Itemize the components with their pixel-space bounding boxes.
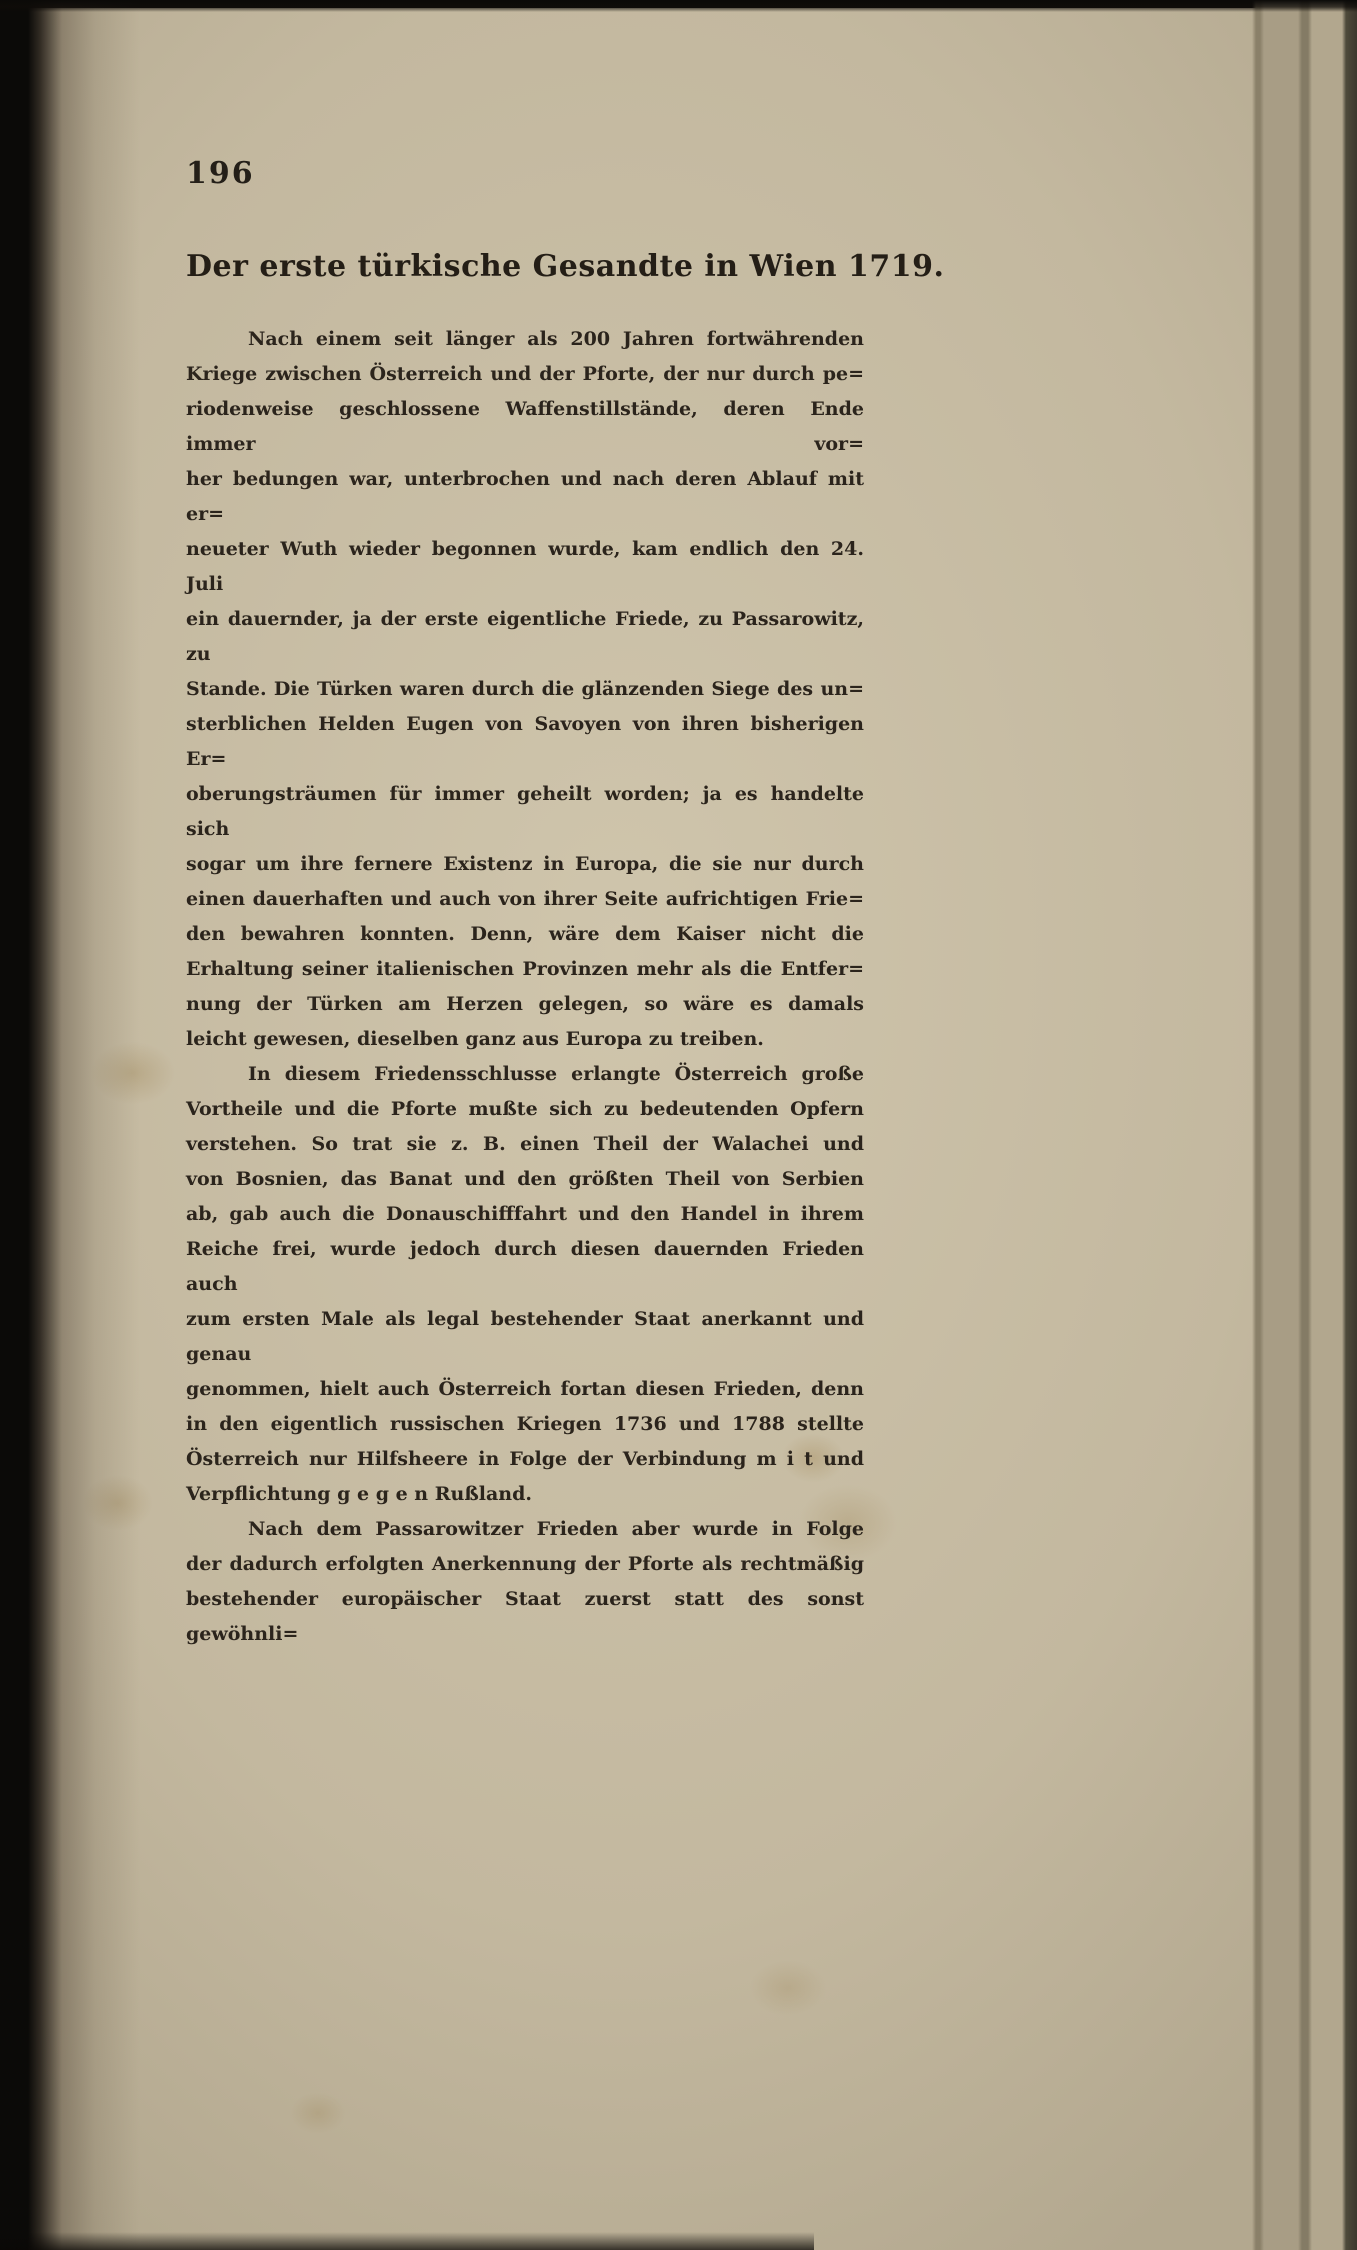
text-line: ab, gab auch die Donauschifffahrt und den Handel in ihrem xyxy=(186,1203,864,1225)
text-line: Vortheile und die Pforte mußte sich zu bedeutenden Opfern xyxy=(186,1098,864,1120)
text-line: her bedungen war, unterbrochen und nach deren Ablauf mit er= xyxy=(186,468,864,525)
text-line: ein dauernder, ja der erste eigentliche Friede, zu Passarowitz, zu xyxy=(186,608,864,665)
text-line: sterblichen Helden Eugen von Savoyen von ihren bisherigen Er= xyxy=(186,713,864,770)
text-line: In diesem Friedensschlusse erlangte Österreich große xyxy=(248,1063,864,1085)
text-line: oberungsträumen für immer geheilt worden; ja es handelte sich xyxy=(186,783,864,840)
book-page xyxy=(18,8,1357,2250)
text-line: von Bosnien, das Banat und den größten Theil von Serbien xyxy=(186,1168,864,1190)
text-line: verstehen. So trat sie z. B. einen Theil der Walachei und xyxy=(186,1133,864,1155)
text-line: Österreich nur Hilfsheere in Folge der Verbindung m i t und xyxy=(186,1448,864,1470)
text-line: sogar um ihre fernere Existenz in Europa, die sie nur durch xyxy=(186,853,864,875)
page-number: 196 xyxy=(186,156,255,191)
text-line: zum ersten Male als legal bestehender Staat anerkannt und genau xyxy=(186,1308,864,1365)
chapter-title: Der erste türkische Gesandte in Wien 1719. xyxy=(186,249,945,284)
text-line: der dadurch erfolgten Anerkennung der Pforte als rechtmäßig xyxy=(186,1553,864,1575)
text-line: Nach dem Passarowitzer Frieden aber wurde in Folge xyxy=(248,1518,864,1540)
body-text xyxy=(186,322,864,1652)
text-line: bestehender europäischer Staat zuerst statt des sonst gewöhnli= xyxy=(186,1588,864,1645)
text-line: Stande. Die Türken waren durch die glänzenden Siege des un= xyxy=(186,678,864,700)
text-line: nung der Türken am Herzen gelegen, so wäre es damals xyxy=(186,993,864,1015)
text-line: riodenweise geschlossene Waffenstillstände, deren Ende immer vor= xyxy=(186,398,864,455)
text-line: Erhaltung seiner italienischen Provinzen mehr als die Entfer= xyxy=(186,958,864,980)
text-line: in den eigentlich russischen Kriegen 1736 und 1788 stellte xyxy=(186,1413,864,1435)
text-line: genommen, hielt auch Österreich fortan diesen Frieden, denn xyxy=(186,1378,864,1400)
text-line: Reiche frei, wurde jedoch durch diesen dauernden Frieden auch xyxy=(186,1238,864,1295)
text-line: neueter Wuth wieder begonnen wurde, kam endlich den 24. Juli xyxy=(186,538,864,595)
text-line: einen dauerhaften und auch von ihrer Seite aufrichtigen Frie= xyxy=(186,888,864,910)
text-line: leicht gewesen, dieselben ganz aus Europa zu treiben. xyxy=(186,1028,764,1050)
page-content xyxy=(186,156,945,1652)
text-line: Nach einem seit länger als 200 Jahren fortwährenden xyxy=(248,328,864,350)
text-line: Verpflichtung g e g e n Rußland. xyxy=(186,1483,533,1505)
text-line: Kriege zwischen Österreich und der Pforte, der nur durch pe= xyxy=(186,363,864,385)
text-line: den bewahren konnten. Denn, wäre dem Kaiser nicht die xyxy=(186,923,864,945)
